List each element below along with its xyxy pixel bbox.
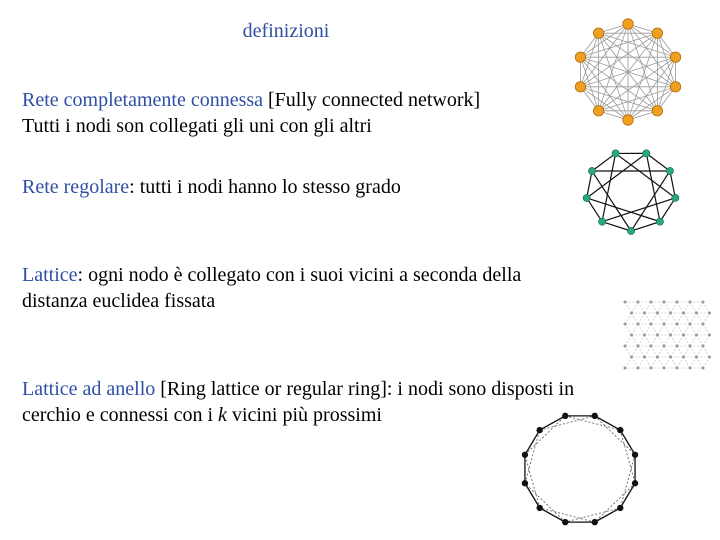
definition-text-regular-network: : tutti i nodi hanno lo stesso grado [129, 176, 401, 198]
lattice-edge [697, 357, 704, 368]
definition-text-lattice-line2: distanza euclidea fissata [22, 290, 216, 313]
lattice-edge [697, 346, 704, 357]
ring-edge [525, 416, 565, 455]
lattice-node [656, 312, 659, 315]
graph-node [652, 28, 662, 38]
lattice-node [624, 345, 627, 348]
graph-node [652, 106, 662, 116]
lattice-edge [625, 357, 632, 368]
k-symbol: k [218, 404, 227, 427]
graph-edge [580, 87, 628, 120]
graph-node [623, 19, 633, 29]
definition-lattice [22, 262, 521, 315]
ring-edge [595, 508, 621, 522]
lattice-node [656, 334, 659, 337]
lattice-edge [671, 335, 678, 346]
lattice-edge [677, 357, 684, 368]
lattice-edge [697, 335, 704, 346]
lattice-node [708, 312, 711, 315]
graph-node [612, 150, 619, 157]
lattice-node [702, 345, 705, 348]
lattice-node [663, 345, 666, 348]
lattice-edge [703, 313, 710, 324]
lattice-edge [632, 335, 639, 346]
lattice-edge [658, 324, 665, 335]
lattice-edge [690, 324, 697, 335]
lattice-node [624, 301, 627, 304]
lattice-node [643, 334, 646, 337]
term-regular-network: Rete regolare [22, 176, 130, 198]
lattice-node [708, 334, 711, 337]
definition-fully-connected [22, 87, 480, 140]
lattice-edge [645, 302, 652, 313]
lattice-node [630, 312, 633, 315]
lattice-edge [625, 313, 632, 324]
ring-node [522, 480, 528, 486]
term-fully-connected: Rete completamente connessa [22, 89, 264, 111]
ring-edge [525, 483, 540, 508]
lattice-edge [651, 324, 658, 335]
lattice-node [650, 345, 653, 348]
ring-node [562, 519, 568, 525]
lattice-edge [658, 335, 665, 346]
lattice-edge [671, 346, 678, 357]
lattice-edge [671, 324, 678, 335]
lattice-edge [664, 335, 671, 346]
lattice-edge [664, 357, 671, 368]
lattice-edge [677, 302, 684, 313]
lattice-node [637, 301, 640, 304]
lattice-node [630, 356, 633, 359]
lattice-node [637, 367, 640, 370]
lattice-edge [658, 302, 665, 313]
ring-node [536, 427, 542, 433]
graph-node [599, 218, 606, 225]
ring-lattice-illustration [515, 408, 645, 530]
lattice-edge [703, 302, 710, 313]
lattice-node [650, 323, 653, 326]
graph-edge [580, 57, 657, 111]
lattice-edge [645, 357, 652, 368]
ring-node [617, 427, 623, 433]
lattice-node [695, 312, 698, 315]
lattice-edge [664, 302, 671, 313]
graph-node [672, 194, 679, 201]
ring-edge [540, 416, 566, 430]
graph-node [656, 218, 663, 225]
lattice-node [624, 323, 627, 326]
lattice-edge [638, 324, 645, 335]
graph-node [593, 106, 603, 116]
lattice-node [669, 312, 672, 315]
graph-node [670, 52, 680, 62]
definition-text-ring-lattice-line2b: vicini più prossimi [226, 404, 382, 427]
lattice-edge [697, 313, 704, 324]
lattice-edge [645, 313, 652, 324]
lattice-edge [684, 335, 691, 346]
lattice-edge [632, 346, 639, 357]
lattice-edge [684, 346, 691, 357]
lattice-edge [645, 346, 652, 357]
lattice-node [669, 334, 672, 337]
definition-text-fully-connected: Tutti i nodi son collegati gli uni con gli altri [22, 115, 372, 138]
ring-edge [620, 430, 635, 455]
lattice-node [695, 356, 698, 359]
ring-node [536, 505, 542, 511]
graph-edge [599, 33, 676, 57]
lattice-edge [651, 302, 658, 313]
lattice-node [708, 356, 711, 359]
graph-node [623, 115, 633, 125]
lattice-edge [671, 302, 678, 313]
lattice-edge [671, 313, 678, 324]
lattice-node [669, 356, 672, 359]
ring-node [632, 480, 638, 486]
lattice-edge [658, 357, 665, 368]
lattice-edge [632, 357, 639, 368]
lattice-node [689, 367, 692, 370]
complete-graph-illustration [568, 14, 688, 130]
graph-edge [631, 222, 660, 231]
lattice-edge [697, 324, 704, 335]
lattice-edge [671, 357, 678, 368]
lattice-edge [703, 357, 710, 368]
lattice-node [637, 345, 640, 348]
lattice-node [643, 356, 646, 359]
lattice-node [643, 312, 646, 315]
lattice-edge [684, 357, 691, 368]
lattice-edge [690, 357, 697, 368]
lattice-node [676, 301, 679, 304]
lattice-edge [690, 313, 697, 324]
ring-edge [595, 483, 635, 522]
definition-regular-network [22, 174, 401, 200]
graph-node [575, 82, 585, 92]
lattice-edge [651, 335, 658, 346]
ring-node [522, 452, 528, 458]
lattice-edge [703, 335, 710, 346]
lattice-edge [677, 324, 684, 335]
term-ring-lattice: Lattice ad anello [22, 378, 156, 400]
graph-node [575, 52, 585, 62]
lattice-edge [638, 302, 645, 313]
graph-node [593, 28, 603, 38]
ring-node [632, 452, 638, 458]
lattice-node [682, 334, 685, 337]
lattice-edge [677, 313, 684, 324]
lattice-edge [625, 346, 632, 357]
lattice-edge [638, 357, 645, 368]
term-english-fully-connected: [Fully connected network] [263, 89, 481, 111]
lattice-node [663, 367, 666, 370]
lattice-node [624, 367, 627, 370]
lattice-edge [645, 335, 652, 346]
lattice-edge [625, 335, 632, 346]
lattice-node [702, 323, 705, 326]
term-lattice: Lattice [22, 264, 78, 286]
lattice-edge [645, 324, 652, 335]
lattice-node [689, 323, 692, 326]
lattice-edge [625, 324, 632, 335]
graph-node [670, 82, 680, 92]
lattice-edge [651, 357, 658, 368]
lattice-edge [684, 324, 691, 335]
lattice-illustration [619, 296, 713, 376]
lattice-node [702, 367, 705, 370]
lattice-node [663, 323, 666, 326]
lattice-edge [658, 313, 665, 324]
lattice-edge [651, 313, 658, 324]
lattice-edge [625, 302, 632, 313]
ring-node [617, 505, 623, 511]
graph-node [666, 167, 673, 174]
lattice-node [663, 301, 666, 304]
lattice-edge [690, 346, 697, 357]
lattice-edge [690, 335, 697, 346]
graph-edge [660, 198, 675, 222]
lattice-edge [651, 346, 658, 357]
definition-text-ring-lattice: [Ring lattice or regular ring]: i nodi sono disposti in [155, 378, 575, 400]
lattice-edge [632, 313, 639, 324]
lattice-node [689, 345, 692, 348]
lattice-node [676, 345, 679, 348]
lattice-node [682, 356, 685, 359]
slide-title: definizioni [242, 20, 330, 42]
graph-node [643, 150, 650, 157]
graph-edge [599, 33, 676, 87]
lattice-edge [664, 324, 671, 335]
lattice-edge [664, 346, 671, 357]
graph-edge [602, 222, 631, 231]
lattice-edge [697, 302, 704, 313]
graph-node [588, 167, 595, 174]
graph-node [627, 227, 634, 234]
lattice-edge [703, 324, 710, 335]
lattice-edge [677, 346, 684, 357]
lattice-node [676, 323, 679, 326]
lattice-node [637, 323, 640, 326]
lattice-edge [677, 335, 684, 346]
definition-text-lattice: : ogni nodo è collegato con i suoi vicini a seconda della [77, 264, 522, 286]
graph-edge [587, 198, 602, 222]
lattice-node [656, 356, 659, 359]
ring-node [592, 519, 598, 525]
lattice-edge [703, 346, 710, 357]
lattice-edge [638, 313, 645, 324]
lattice-node [682, 312, 685, 315]
graph-edge [599, 33, 628, 120]
lattice-edge [632, 302, 639, 313]
lattice-node [650, 301, 653, 304]
ring-node [592, 413, 598, 419]
lattice-node [702, 301, 705, 304]
lattice-edge [690, 302, 697, 313]
lattice-edge [638, 346, 645, 357]
lattice-edge [658, 346, 665, 357]
lattice-edge [632, 324, 639, 335]
lattice-node [695, 334, 698, 337]
graph-edge [602, 153, 615, 221]
lattice-edge [664, 313, 671, 324]
lattice-node [689, 301, 692, 304]
lattice-edge [684, 302, 691, 313]
graph-node [583, 194, 590, 201]
lattice-node [650, 367, 653, 370]
ring-node [562, 413, 568, 419]
lattice-edge [684, 313, 691, 324]
ring-edge [525, 483, 565, 522]
lattice-node [630, 334, 633, 337]
definition-text-ring-lattice-line2a: cerchio e connessi con i [22, 404, 219, 427]
lattice-edge [638, 335, 645, 346]
graph-edge [646, 153, 660, 221]
ring-edge [595, 416, 635, 455]
regular-graph-illustration [580, 146, 682, 236]
lattice-node [676, 367, 679, 370]
